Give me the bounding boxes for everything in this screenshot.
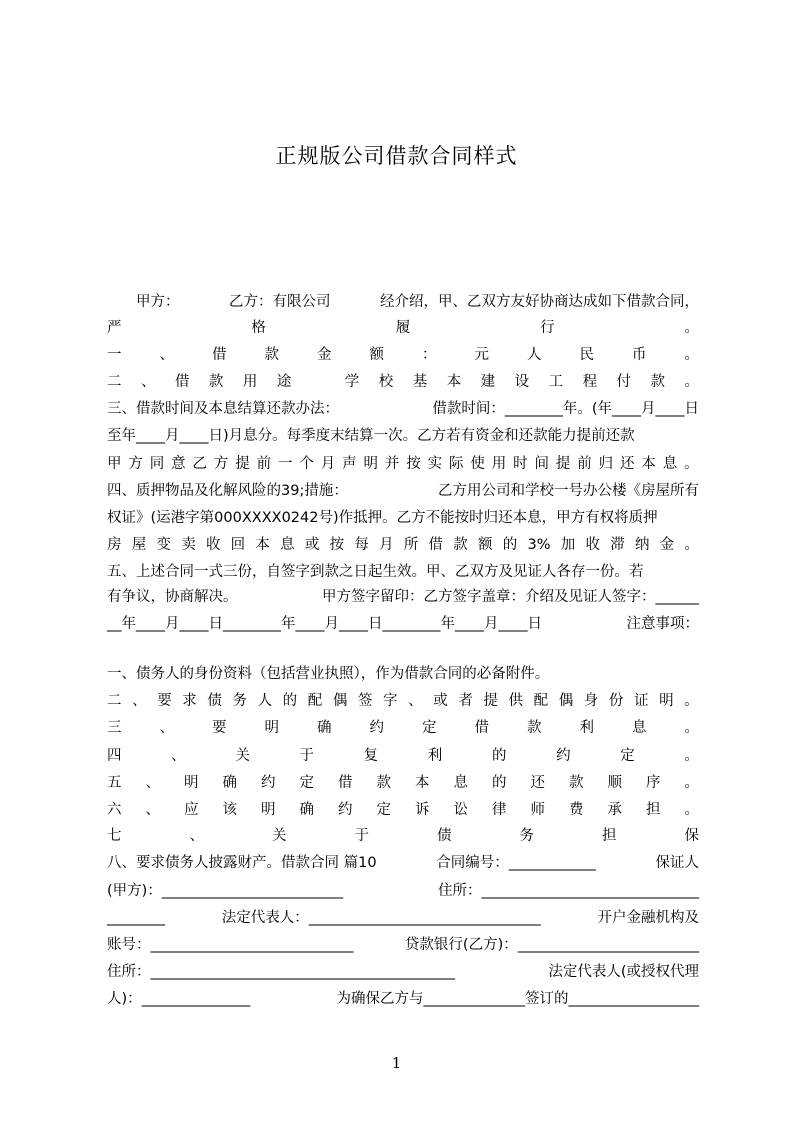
text-segment: 。	[684, 775, 699, 791]
text-segment: 严	[107, 320, 122, 336]
text-segment: 的	[491, 748, 507, 764]
text-segment: 建	[480, 374, 496, 390]
text-segment: 字	[383, 693, 398, 709]
text-segment: 五、上述合同一式三份，自签字到款之日起生效。甲、乙双方及见证人各存一份。若	[107, 564, 644, 580]
text-segment: 人)：_______________	[107, 991, 251, 1007]
text-line	[107, 532, 699, 558]
text-segment: 于	[299, 748, 314, 764]
text-segment: 合同编号：____________	[436, 855, 596, 871]
text-segment: 定	[299, 775, 314, 791]
text-segment: 利	[579, 720, 594, 736]
text-segment: 所	[403, 537, 419, 553]
text-segment: 前	[577, 456, 592, 472]
text-segment: 纳	[634, 537, 650, 553]
text-segment: 时	[513, 456, 528, 472]
text-segment: 意	[171, 456, 186, 472]
text-segment: 或	[433, 693, 448, 709]
text-segment: 账号：____________________________	[107, 937, 354, 953]
text-line	[107, 770, 699, 796]
text-segment: 提	[555, 456, 571, 472]
text-segment: 该	[222, 802, 237, 818]
text-segment: 明	[184, 775, 199, 791]
text-segment: 提	[483, 693, 498, 709]
text-segment: 份	[608, 693, 624, 709]
text-segment: 、	[159, 347, 174, 363]
text-line	[107, 986, 699, 1012]
text-segment: 师	[530, 802, 545, 818]
text-segment: 回	[230, 537, 246, 553]
text-line	[107, 850, 699, 876]
text-segment: 偶	[558, 693, 574, 709]
text-line	[107, 315, 699, 341]
text-line	[107, 342, 699, 368]
page-number: 1	[391, 1054, 402, 1072]
text-segment: 一	[107, 347, 122, 363]
text-segment: 明	[659, 693, 674, 709]
text-segment: 、	[132, 693, 147, 709]
text-segment: 四	[107, 748, 122, 764]
text-segment: 身	[583, 693, 599, 709]
text-segment: 约	[338, 802, 353, 818]
text-segment: 六	[107, 802, 122, 818]
text-segment: 明	[363, 456, 378, 472]
text-segment: 行	[540, 320, 555, 336]
text-segment: 按	[329, 537, 345, 553]
text-segment: 借	[474, 720, 489, 736]
text-segment: 房	[107, 537, 122, 553]
text-segment: 明	[264, 720, 279, 736]
text-segment: 费	[569, 802, 584, 818]
text-line	[107, 661, 699, 687]
text-segment: 加	[560, 537, 576, 553]
text-segment: 关	[235, 748, 250, 764]
text-segment: 。	[684, 347, 699, 363]
text-segment: 复	[363, 748, 379, 764]
text-segment: 、	[145, 802, 160, 818]
text-segment: 要	[157, 693, 172, 709]
text-segment: 履	[395, 320, 411, 336]
text-segment: 债	[207, 693, 222, 709]
text-segment: 息	[632, 720, 647, 736]
text-segment: 五	[107, 775, 122, 791]
text-segment: 定	[376, 802, 391, 818]
text-segment: 月	[320, 456, 336, 472]
text-segment: 设	[514, 374, 530, 390]
text-segment: 借款时间：________年。(年____月____日	[432, 401, 699, 417]
text-segment: 款	[569, 775, 584, 791]
text-segment: 律	[492, 802, 507, 818]
text-segment: 屋	[131, 537, 147, 553]
text-segment: 序	[646, 775, 661, 791]
text-segment: 三、借款时间及本息结算还款办法：	[107, 401, 339, 417]
text-segment: 权证》(运港字第000XXXX0242号)作抵押。乙方不能按时归还本息，甲方有权将质押	[107, 510, 658, 526]
text-segment: 金	[317, 347, 332, 363]
text-segment: 金	[659, 537, 675, 553]
text-segment: 经介绍，甲、乙双方友好协商达成如下借款合同，	[351, 294, 699, 310]
text-segment: 卖	[181, 537, 196, 553]
text-segment: 前	[256, 456, 272, 472]
text-segment: 本	[446, 374, 462, 390]
text-line	[107, 584, 699, 610]
text-segment: 息	[662, 456, 678, 472]
text-segment: 每	[354, 537, 369, 553]
text-segment: 还	[530, 775, 545, 791]
text-segment: 民	[579, 347, 594, 363]
text-segment: 本	[641, 456, 656, 472]
text-line	[107, 905, 699, 931]
text-segment: 收	[585, 537, 600, 553]
text-segment: 本	[415, 775, 430, 791]
text-segment: 、	[159, 720, 174, 736]
text-segment: 际	[449, 456, 464, 472]
text-segment: 声	[342, 456, 357, 472]
text-segment: 。	[684, 537, 699, 553]
text-segment: 间	[534, 456, 549, 472]
text-segment: 开户金融机构及	[597, 910, 699, 926]
text-segment: 担	[602, 828, 617, 844]
text-segment: 。	[684, 748, 699, 764]
text-segment: 一、债务人的身份资料（包括营业执照），作为借款合同的必备附件。	[107, 666, 550, 682]
text-segment: 借	[212, 347, 227, 363]
text-segment: 约	[369, 720, 384, 736]
text-segment: 务	[519, 828, 534, 844]
text-segment: 甲方签字留印：乙方签字盖章：介绍及见证人签字：______	[322, 589, 699, 605]
text-segment: 签	[357, 693, 373, 709]
text-line	[107, 715, 699, 741]
document-title: 正规版公司借款合同样式	[275, 144, 518, 168]
text-segment: 的	[492, 775, 507, 791]
text-segment: 归	[598, 456, 614, 472]
text-segment: 住所：______________________________	[438, 883, 699, 899]
text-segment: 方	[128, 456, 143, 472]
text-segment: 务	[232, 693, 247, 709]
text-segment: 二	[107, 374, 122, 390]
text-segment: 担	[646, 802, 661, 818]
text-segment: 定	[422, 720, 437, 736]
text-segment: 额	[369, 347, 384, 363]
text-segment: 个	[299, 456, 314, 472]
text-segment: 用	[491, 456, 507, 472]
text-segment: 八、要求债务人披露财产。借款合同 篇10	[107, 855, 377, 871]
text-line	[107, 505, 699, 531]
text-segment: 确	[299, 802, 314, 818]
text-segment: 使	[470, 456, 485, 472]
text-segment: 关	[272, 828, 287, 844]
text-segment: __年____月____日________年____月____日________年____月____日	[107, 616, 542, 632]
text-segment: 乙方：有限公司	[200, 294, 331, 310]
text-line	[107, 959, 699, 985]
text-segment: 确	[317, 720, 332, 736]
text-segment: 款	[264, 347, 279, 363]
text-line	[107, 289, 699, 315]
text-segment: 学	[344, 374, 360, 390]
text-segment: 乙方用公司和学校一号办公楼《房屋所有	[438, 483, 699, 499]
text-segment: 。	[684, 374, 699, 390]
text-segment: ________	[107, 910, 165, 926]
text-segment: 按	[406, 456, 421, 472]
text-segment: 并	[384, 456, 400, 472]
text-segment: 元	[474, 347, 489, 363]
text-segment: 滞	[610, 537, 625, 553]
text-segment: 、	[171, 748, 186, 764]
text-segment: 配	[307, 693, 323, 709]
text-line	[107, 478, 699, 504]
text-segment: 同	[149, 456, 165, 472]
text-segment: 有争议，协商解决。	[107, 589, 238, 605]
text-segment: (甲方)：_________________________	[107, 883, 344, 899]
text-segment: 应	[184, 802, 199, 818]
text-segment: 证	[633, 693, 649, 709]
text-segment: 用	[242, 374, 258, 390]
text-segment: 的	[502, 537, 518, 553]
text-segment: 收	[205, 537, 221, 553]
text-segment: 借	[428, 537, 444, 553]
text-segment: 途	[276, 374, 292, 390]
text-segment: 三	[107, 720, 122, 736]
text-segment: 。	[684, 720, 699, 736]
text-segment: 人	[527, 347, 542, 363]
text-segment: 保证人	[655, 855, 699, 871]
text-segment: 约	[556, 748, 571, 764]
text-segment: 甲	[107, 456, 122, 472]
text-segment: 承	[607, 802, 622, 818]
text-segment: 甲方：	[107, 294, 180, 310]
text-line	[107, 797, 699, 823]
text-segment: 或	[304, 537, 320, 553]
text-segment: 确	[222, 775, 237, 791]
text-segment: 币	[632, 347, 647, 363]
text-segment: 借	[338, 775, 353, 791]
text-segment: 法定代表人：________________________________	[221, 910, 541, 926]
text-segment: 至年____月____日)月息分。每季度末结算一次。乙方若有资金和还款能力提前还款	[107, 428, 635, 444]
text-segment: 、	[408, 693, 423, 709]
text-segment: 。	[684, 456, 699, 472]
text-segment: 法定代表人(或授权代理	[548, 964, 699, 980]
text-line	[107, 396, 699, 422]
text-segment: 明	[261, 802, 276, 818]
text-segment: 。	[684, 802, 699, 818]
text-segment: 于	[354, 828, 369, 844]
text-segment: 款	[208, 374, 224, 390]
text-segment: 息	[453, 775, 468, 791]
text-line	[107, 611, 699, 637]
text-line	[107, 423, 699, 449]
text-segment: 偶	[332, 693, 348, 709]
text-segment: 借	[174, 374, 190, 390]
text-segment: 息	[280, 537, 295, 553]
text-segment: 实	[427, 456, 443, 472]
text-segment: 顺	[607, 775, 622, 791]
text-segment: 、	[189, 828, 204, 844]
text-segment: 程	[582, 374, 598, 390]
text-line	[107, 823, 699, 849]
text-segment: 债	[437, 828, 452, 844]
text-segment: 还	[620, 456, 635, 472]
text-segment: 配	[533, 693, 549, 709]
text-segment: 额	[478, 537, 493, 553]
text-segment: 利	[427, 748, 443, 764]
text-segment: 保	[684, 828, 699, 844]
text-segment: 校	[378, 374, 394, 390]
text-line	[107, 559, 699, 585]
text-segment: 人	[257, 693, 273, 709]
text-segment: 住所：__________________________________________	[107, 964, 455, 980]
text-segment: 。	[684, 693, 699, 709]
text-segment: 月	[379, 537, 394, 553]
text-segment: 工	[548, 374, 564, 390]
text-segment: 本	[255, 537, 270, 553]
text-segment: 款	[527, 720, 542, 736]
text-segment: 七	[107, 828, 122, 844]
text-segment: 提	[235, 456, 250, 472]
text-segment: 款	[376, 775, 391, 791]
text-segment: 二	[107, 693, 122, 709]
text-segment: 格	[251, 320, 266, 336]
text-segment: 一	[278, 456, 293, 472]
text-segment: 款	[650, 374, 665, 390]
text-segment: 。	[684, 320, 699, 336]
text-segment: 、	[140, 374, 156, 390]
text-line	[107, 451, 699, 477]
text-segment: 求	[182, 693, 197, 709]
text-line	[107, 932, 699, 958]
text-segment	[311, 369, 326, 395]
text-segment: 者	[458, 693, 473, 709]
text-segment: 的	[282, 693, 298, 709]
text-segment: 方	[213, 456, 229, 472]
text-segment: 款	[453, 537, 468, 553]
text-segment: 为确保乙方与______________签订的__________________	[336, 991, 699, 1007]
text-segment: 供	[508, 693, 523, 709]
text-line	[107, 878, 699, 904]
text-segment: 注意事项：	[626, 616, 699, 632]
text-line	[107, 743, 699, 769]
text-segment: 基	[412, 374, 428, 390]
text-segment: 变	[156, 537, 171, 553]
text-line	[107, 369, 699, 395]
text-segment: 要	[212, 720, 227, 736]
text-segment: 讼	[453, 802, 468, 818]
text-segment: 诉	[415, 802, 430, 818]
text-segment: 约	[261, 775, 276, 791]
text-segment: 、	[145, 775, 160, 791]
text-segment: 四、质押物品及化解风险的39;措施：	[107, 483, 348, 499]
text-segment: 定	[620, 748, 635, 764]
text-segment: 付	[616, 374, 632, 390]
text-segment: 乙	[192, 456, 207, 472]
text-line	[107, 688, 699, 714]
text-segment: 3%	[527, 537, 551, 553]
text-segment: ：	[422, 347, 437, 363]
text-segment: 贷款银行(乙方)：_________________________	[404, 937, 699, 953]
